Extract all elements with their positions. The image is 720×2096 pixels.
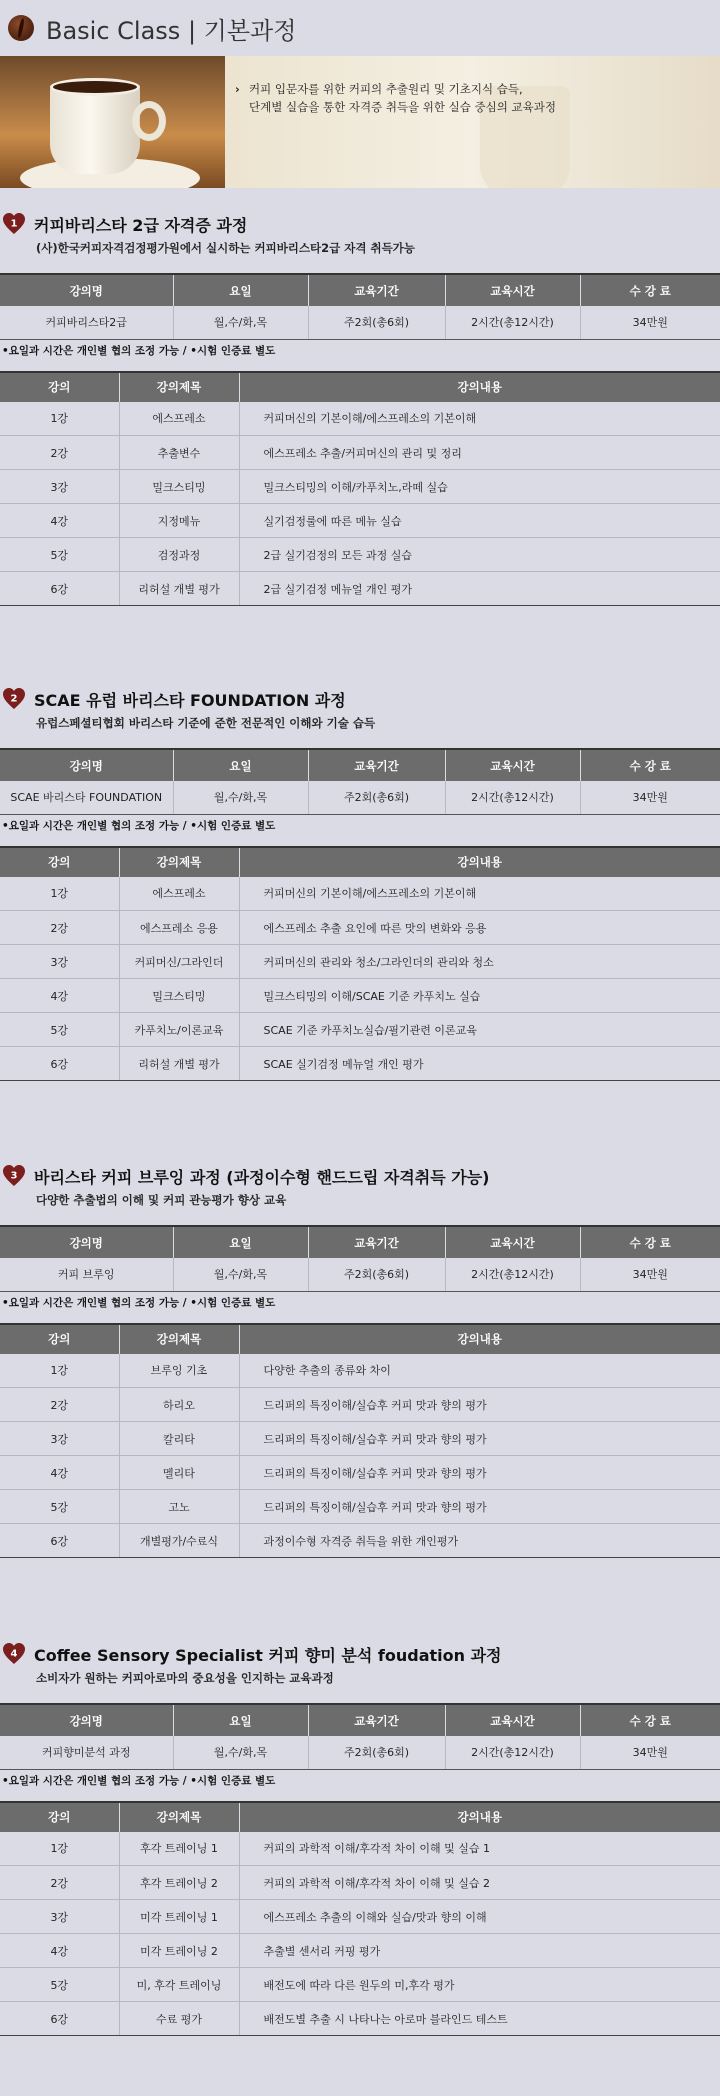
svg-text:2: 2 bbox=[10, 693, 18, 705]
table-cell: 밀크스티밍의 이해/카푸치노,라떼 실습 bbox=[239, 470, 720, 504]
table-row bbox=[0, 877, 720, 911]
section-header bbox=[0, 685, 720, 713]
table-cell: 커피머신/그라인더 bbox=[119, 945, 239, 979]
schedule-note: •요일과 시간은 개인별 협의 조정 가능 / •시험 인증료 별도 bbox=[2, 344, 276, 357]
heart-number-icon bbox=[2, 1642, 26, 1666]
table-cell: 주2회(총6회) bbox=[308, 1258, 445, 1291]
section-header bbox=[0, 210, 720, 238]
table-header-row bbox=[0, 1324, 720, 1354]
column-header: 강의 bbox=[0, 1324, 119, 1354]
table-cell: 4강 bbox=[0, 1456, 119, 1490]
table-cell: 2급 실기검정의 모든 과정 실습 bbox=[239, 538, 720, 572]
course-info-table bbox=[0, 273, 720, 340]
column-header: 요일 bbox=[173, 1704, 308, 1736]
table-cell: 후각 트레이닝 1 bbox=[119, 1832, 239, 1866]
table-cell: 에스프레소 bbox=[119, 402, 239, 436]
column-header: 강의명 bbox=[0, 1704, 173, 1736]
table-cell: 5강 bbox=[0, 538, 119, 572]
hero-banner bbox=[0, 56, 720, 188]
table-cell: 커피머신의 관리와 청소/그라인더의 관리와 청소 bbox=[239, 945, 720, 979]
table-cell: 에스프레소 추출의 이해와 실습/맛과 향의 이해 bbox=[239, 1900, 720, 1934]
table-row bbox=[0, 2002, 720, 2036]
svg-text:3: 3 bbox=[10, 1170, 18, 1182]
schedule-note: •요일과 시간은 개인별 협의 조정 가능 / •시험 인증료 별도 bbox=[2, 1774, 276, 1787]
column-header: 강의제목 bbox=[119, 1802, 239, 1832]
chevron-right-icon: › bbox=[235, 82, 240, 96]
table-cell: 추출별 센서리 커핑 평가 bbox=[239, 1934, 720, 1968]
table-row bbox=[0, 1832, 720, 1866]
table-cell: 월,수/화,목 bbox=[173, 781, 308, 814]
table-row bbox=[0, 911, 720, 945]
table-cell: 6강 bbox=[0, 572, 119, 606]
curriculum-table bbox=[0, 371, 720, 607]
column-header: 교육기간 bbox=[308, 274, 445, 306]
table-cell: 2시간(총12시간) bbox=[445, 781, 580, 814]
column-header: 교육기간 bbox=[308, 749, 445, 781]
table-cell: 드리퍼의 특징이해/실습후 커피 맛과 향의 평가 bbox=[239, 1388, 720, 1422]
table-cell: 34만원 bbox=[580, 306, 720, 339]
column-header: 강의 bbox=[0, 1802, 119, 1832]
table-header-row bbox=[0, 1704, 720, 1736]
table-row bbox=[0, 1354, 720, 1388]
heart-number-icon bbox=[2, 687, 26, 711]
table-row bbox=[0, 306, 720, 339]
table-cell: 6강 bbox=[0, 2002, 119, 2036]
table-row bbox=[0, 538, 720, 572]
table-row bbox=[0, 1524, 720, 1558]
column-header: 교육기간 bbox=[308, 1704, 445, 1736]
column-header: 교육시간 bbox=[445, 749, 580, 781]
section-subtitle: 다양한 추출법의 이해 및 커피 관능평가 향상 교육 bbox=[36, 1193, 287, 1207]
table-cell: 2시간(총12시간) bbox=[445, 1258, 580, 1291]
table-row bbox=[0, 945, 720, 979]
table-cell: 1강 bbox=[0, 1354, 119, 1388]
table-cell: 4강 bbox=[0, 979, 119, 1013]
table-cell: 수료 평가 bbox=[119, 2002, 239, 2036]
column-header: 교육기간 bbox=[308, 1226, 445, 1258]
table-cell: 6강 bbox=[0, 1524, 119, 1558]
table-cell: 카푸치노/이론교육 bbox=[119, 1013, 239, 1047]
table-row bbox=[0, 1934, 720, 1968]
table-header-row bbox=[0, 847, 720, 877]
table-cell: 드리퍼의 특징이해/실습후 커피 맛과 향의 평가 bbox=[239, 1456, 720, 1490]
column-header: 교육시간 bbox=[445, 274, 580, 306]
section-title: SCAE 유럽 바리스타 FOUNDATION 과정 bbox=[34, 690, 346, 710]
table-row bbox=[0, 1490, 720, 1524]
table-cell: 주2회(총6회) bbox=[308, 781, 445, 814]
table-cell: 멜리타 bbox=[119, 1456, 239, 1490]
table-cell: 개별평가/수료식 bbox=[119, 1524, 239, 1558]
table-cell: 드리퍼의 특징이해/실습후 커피 맛과 향의 평가 bbox=[239, 1490, 720, 1524]
table-cell: 4강 bbox=[0, 1934, 119, 1968]
table-cell: 커피의 과학적 이해/후각적 차이 이해 및 실습 2 bbox=[239, 1866, 720, 1900]
curriculum-table bbox=[0, 1323, 720, 1559]
table-cell: 커피향미분석 과정 bbox=[0, 1736, 173, 1769]
table-row bbox=[0, 1422, 720, 1456]
table-cell: 드리퍼의 특징이해/실습후 커피 맛과 향의 평가 bbox=[239, 1422, 720, 1456]
course-section bbox=[0, 1162, 720, 1558]
column-header: 교육시간 bbox=[445, 1704, 580, 1736]
table-cell: 월,수/화,목 bbox=[173, 1736, 308, 1769]
curriculum-table bbox=[0, 1801, 720, 2037]
heart-number-icon bbox=[2, 212, 26, 236]
table-row bbox=[0, 402, 720, 436]
column-header: 강의내용 bbox=[239, 372, 720, 402]
table-cell: 1강 bbox=[0, 877, 119, 911]
section-header bbox=[0, 1162, 720, 1190]
table-header-row bbox=[0, 749, 720, 781]
table-cell: 월,수/화,목 bbox=[173, 306, 308, 339]
hero-line: › 커피 입문자를 위한 커피의 추출원리 및 기초지식 습득, bbox=[235, 82, 523, 96]
table-cell: 2강 bbox=[0, 1866, 119, 1900]
schedule-note: •요일과 시간은 개인별 협의 조정 가능 / •시험 인증료 별도 bbox=[2, 819, 276, 832]
column-header: 수 강 료 bbox=[580, 1226, 720, 1258]
table-cell: 3강 bbox=[0, 1422, 119, 1456]
table-cell: 검정과정 bbox=[119, 538, 239, 572]
table-cell: 커피 브루잉 bbox=[0, 1258, 173, 1291]
section-title: 바리스타 커피 브루잉 과정 (과정이수형 핸드드립 자격취득 가능) bbox=[34, 1167, 490, 1187]
page-header bbox=[0, 0, 720, 56]
column-header: 강의명 bbox=[0, 274, 173, 306]
table-cell: 2시간(총12시간) bbox=[445, 1736, 580, 1769]
section-title: Coffee Sensory Specialist 커피 향미 분석 foudation 과정 bbox=[34, 1645, 502, 1665]
column-header: 교육시간 bbox=[445, 1226, 580, 1258]
column-header: 강의내용 bbox=[239, 1324, 720, 1354]
table-cell: 에스프레소 응용 bbox=[119, 911, 239, 945]
course-section bbox=[0, 210, 720, 606]
column-header: 강의내용 bbox=[239, 847, 720, 877]
table-cell: SCAE 기준 카푸치노실습/필기관련 이론교육 bbox=[239, 1013, 720, 1047]
coffee-cup-image bbox=[0, 56, 225, 188]
table-row bbox=[0, 1047, 720, 1081]
table-cell: 2급 실기검정 메뉴얼 개인 평가 bbox=[239, 572, 720, 606]
table-cell: 1강 bbox=[0, 402, 119, 436]
table-row bbox=[0, 1866, 720, 1900]
table-cell: 3강 bbox=[0, 470, 119, 504]
table-cell: 커피머신의 기본이해/에스프레소의 기본이해 bbox=[239, 402, 720, 436]
table-cell: 리허설 개별 평가 bbox=[119, 572, 239, 606]
table-cell: 배전도에 따라 다른 원두의 미,후각 평가 bbox=[239, 1968, 720, 2002]
table-cell: 3강 bbox=[0, 1900, 119, 1934]
table-row bbox=[0, 470, 720, 504]
column-header: 수 강 료 bbox=[580, 749, 720, 781]
column-header: 수 강 료 bbox=[580, 1704, 720, 1736]
table-cell: 하리오 bbox=[119, 1388, 239, 1422]
column-header: 요일 bbox=[173, 1226, 308, 1258]
course-info-table bbox=[0, 1225, 720, 1292]
section-subtitle: 소비자가 원하는 커피아로마의 중요성을 인지하는 교육과정 bbox=[36, 1671, 334, 1685]
table-cell: 밀크스티밍 bbox=[119, 470, 239, 504]
column-header: 강의 bbox=[0, 847, 119, 877]
table-header-row bbox=[0, 1226, 720, 1258]
table-cell: 커피의 과학적 이해/후각적 차이 이해 및 실습 1 bbox=[239, 1832, 720, 1866]
table-row bbox=[0, 504, 720, 538]
table-cell: 주2회(총6회) bbox=[308, 1736, 445, 1769]
table-cell: 후각 트레이닝 2 bbox=[119, 1866, 239, 1900]
table-cell: 고노 bbox=[119, 1490, 239, 1524]
table-cell: 월,수/화,목 bbox=[173, 1258, 308, 1291]
table-cell: 브루잉 기초 bbox=[119, 1354, 239, 1388]
table-cell: 밀크스티밍 bbox=[119, 979, 239, 1013]
table-row bbox=[0, 436, 720, 470]
table-cell: 34만원 bbox=[580, 781, 720, 814]
column-header: 요일 bbox=[173, 749, 308, 781]
table-cell: 미, 후각 트레이닝 bbox=[119, 1968, 239, 2002]
table-row bbox=[0, 781, 720, 814]
table-header-row bbox=[0, 1802, 720, 1832]
table-row bbox=[0, 1388, 720, 1422]
table-row bbox=[0, 1013, 720, 1047]
table-cell: 1강 bbox=[0, 1832, 119, 1866]
heart-number-icon bbox=[2, 1164, 26, 1188]
table-cell: 밀크스티밍의 이해/SCAE 기준 카푸치노 실습 bbox=[239, 979, 720, 1013]
table-cell: 커피바리스타2급 bbox=[0, 306, 173, 339]
table-cell: SCAE 바리스타 FOUNDATION bbox=[0, 781, 173, 814]
table-cell: 지정메뉴 bbox=[119, 504, 239, 538]
course-section bbox=[0, 1640, 720, 2036]
table-cell: 실기검정룰에 따른 메뉴 실습 bbox=[239, 504, 720, 538]
coffee-bean-icon bbox=[8, 15, 34, 41]
table-row bbox=[0, 1736, 720, 1769]
column-header: 강의명 bbox=[0, 749, 173, 781]
table-cell: 6강 bbox=[0, 1047, 119, 1081]
table-cell: 다양한 추출의 종류와 차이 bbox=[239, 1354, 720, 1388]
table-cell: 에스프레소 추출 요인에 따른 맛의 변화와 응용 bbox=[239, 911, 720, 945]
table-cell: 4강 bbox=[0, 504, 119, 538]
section-title: 커피바리스타 2급 자격증 과정 bbox=[34, 215, 248, 235]
section-subtitle: (사)한국커피자격검정평가원에서 실시하는 커피바리스타2급 자격 취득가능 bbox=[36, 241, 415, 255]
table-cell: 2시간(총12시간) bbox=[445, 306, 580, 339]
table-cell: 에스프레소 추출/커피머신의 관리 및 정리 bbox=[239, 436, 720, 470]
section-header bbox=[0, 1640, 720, 1668]
table-cell: 미각 트레이닝 1 bbox=[119, 1900, 239, 1934]
table-row bbox=[0, 1968, 720, 2002]
course-info-table bbox=[0, 1703, 720, 1770]
table-cell: 배전도별 추출 시 나타나는 아로마 블라인드 테스트 bbox=[239, 2002, 720, 2036]
page-title: Basic Class | 기본과정 bbox=[46, 16, 297, 45]
curriculum-table bbox=[0, 846, 720, 1082]
column-header: 요일 bbox=[173, 274, 308, 306]
table-header-row bbox=[0, 372, 720, 402]
table-cell: 미각 트레이닝 2 bbox=[119, 1934, 239, 1968]
table-cell: 2강 bbox=[0, 436, 119, 470]
column-header: 강의내용 bbox=[239, 1802, 720, 1832]
column-header: 강의명 bbox=[0, 1226, 173, 1258]
table-cell: SCAE 실기검정 메뉴얼 개인 평가 bbox=[239, 1047, 720, 1081]
table-row bbox=[0, 1900, 720, 1934]
table-cell: 5강 bbox=[0, 1490, 119, 1524]
course-section bbox=[0, 685, 720, 1081]
table-row bbox=[0, 572, 720, 606]
hero-description bbox=[225, 56, 720, 188]
table-cell: 2강 bbox=[0, 911, 119, 945]
section-subtitle: 유럽스페셜티협회 바리스타 기준에 준한 전문적인 이해와 기술 습득 bbox=[36, 716, 376, 730]
table-cell: 커피머신의 기본이해/에스프레소의 기본이해 bbox=[239, 877, 720, 911]
table-row bbox=[0, 1258, 720, 1291]
column-header: 강의제목 bbox=[119, 1324, 239, 1354]
hero-line: 단계별 실습을 통한 자격증 취득을 위한 실습 중심의 교육과정 bbox=[249, 100, 556, 114]
table-row bbox=[0, 1456, 720, 1490]
table-cell: 5강 bbox=[0, 1013, 119, 1047]
column-header: 강의 bbox=[0, 372, 119, 402]
table-cell: 3강 bbox=[0, 945, 119, 979]
svg-text:4: 4 bbox=[10, 1648, 18, 1660]
table-cell: 주2회(총6회) bbox=[308, 306, 445, 339]
table-cell: 칼리타 bbox=[119, 1422, 239, 1456]
table-cell: 5강 bbox=[0, 1968, 119, 2002]
course-info-table bbox=[0, 748, 720, 815]
table-cell: 과정이수형 자격증 취득을 위한 개인평가 bbox=[239, 1524, 720, 1558]
table-row bbox=[0, 979, 720, 1013]
table-cell: 2강 bbox=[0, 1388, 119, 1422]
column-header: 수 강 료 bbox=[580, 274, 720, 306]
table-cell: 34만원 bbox=[580, 1258, 720, 1291]
column-header: 강의제목 bbox=[119, 847, 239, 877]
table-cell: 리허설 개별 평가 bbox=[119, 1047, 239, 1081]
table-cell: 34만원 bbox=[580, 1736, 720, 1769]
table-cell: 추출변수 bbox=[119, 436, 239, 470]
column-header: 강의제목 bbox=[119, 372, 239, 402]
table-cell: 에스프레소 bbox=[119, 877, 239, 911]
schedule-note: •요일과 시간은 개인별 협의 조정 가능 / •시험 인증료 별도 bbox=[2, 1296, 276, 1309]
table-header-row bbox=[0, 274, 720, 306]
svg-text:1: 1 bbox=[10, 218, 18, 230]
